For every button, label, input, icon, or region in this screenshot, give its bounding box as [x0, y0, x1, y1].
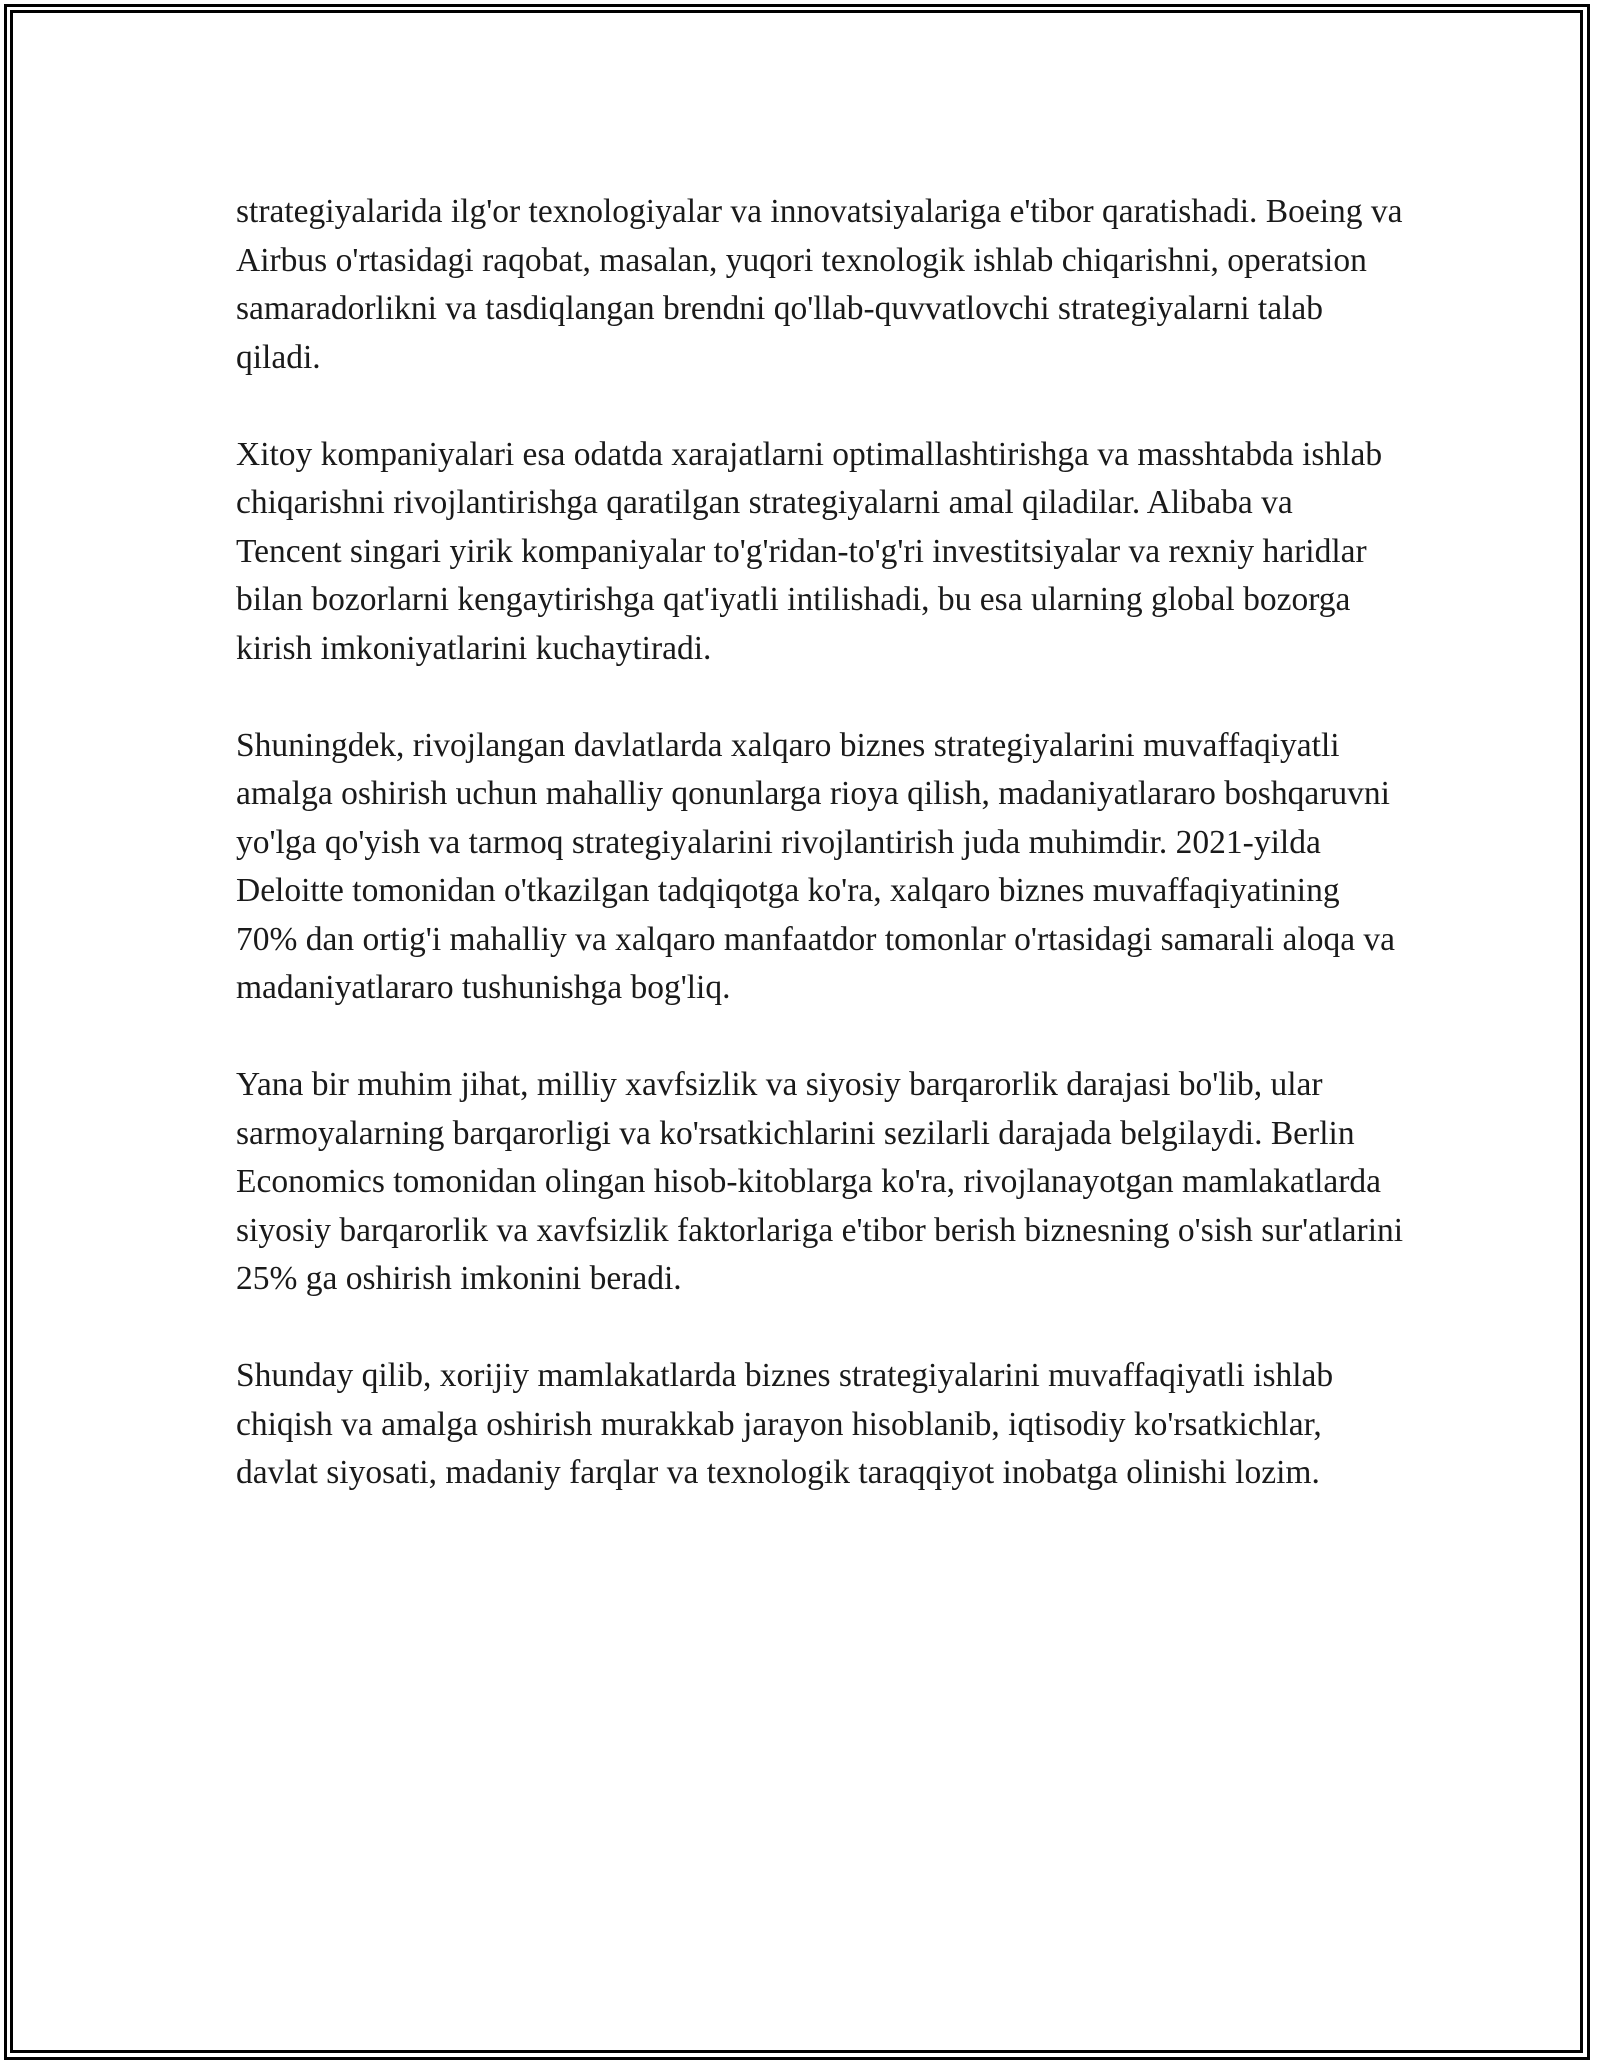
paragraph-1: strategiyalarida ilg'or texnologiyalar va innovatsiyalariga e'tibor qaratishadi. Boeing va Airbus o'rtasidagi raqobat, masalan, yuqori texnologik ishlab chiqarishni, operatsion samaradorlikni va tasdiqlangan brendni qo'llab-quvvatlovchi strategiyalarni talab qiladi.	[236, 193, 1403, 376]
paragraph-4: Yana bir muhim jihat, milliy xavfsizlik va siyosiy barqarorlik darajasi bo'lib, ular sarmoyalarning barqarorligi va ko'rsatkichlarini sezilarli darajada belgilaydi. Berlin Economics tomonidan olingan hisob-kitoblarga ko'ra, rivojlanayotgan mamlakatlarda siyosiy barqarorlik va xavfsizlik faktorlariga e'tibor berish biznesning o'sish sur'atlarini 25% ga oshirish imkonini beradi.	[236, 1066, 1404, 1297]
document-body	[236, 188, 1406, 1498]
paragraph-5: Shunday qilib, xorijiy mamlakatlarda biznes strategiyalarini muvaffaqiyatli ishlab chiqish va amalga oshirish murakkab jarayon hisoblanib, iqtisodiy ko'rsatkichlar, davlat siyosati, madaniy farqlar va texnologik taraqqiyot inobatga olinishi lozim.	[236, 1357, 1334, 1491]
paragraph-2: Xitoy kompaniyalari esa odatda xarajatlarni optimallashtirishga va masshtabda ishlab chiqarishni rivojlantirishga qaratilgan strategiyalarni amal qiladilar. Alibaba va Tencent singari yirik kompaniyalar to'g'ridan-to'g'ri investitsiyalar va rexniy haridlar bilan bozorlarni kengaytirishga qat'iyatli intilishadi, bu esa ularning global bozorga kirish imkoniyatlarini kuchaytiradi.	[236, 435, 1383, 667]
paragraph-3: Shuningdek, rivojlangan davlatlarda xalqaro biznes strategiyalarini muvaffaqiyatli amalga oshirish uchun mahalliy qonunlarga rioya qilish, madaniyatlararo boshqaruvni yo'lga qo'yish va tarmoq strategiyalarini rivojlantirish juda muhimdir. 2021-yilda Deloitte tomonidan o'tkazilgan tadqiqotga ko'ra, xalqaro biznes muvaffaqiyatining 70% dan ortig'i mahalliy va xalqaro manfaatdor tomonlar o'rtasidagi samarali aloqa va madaniyatlararo tushunishga bog'liq.	[236, 726, 1396, 1006]
